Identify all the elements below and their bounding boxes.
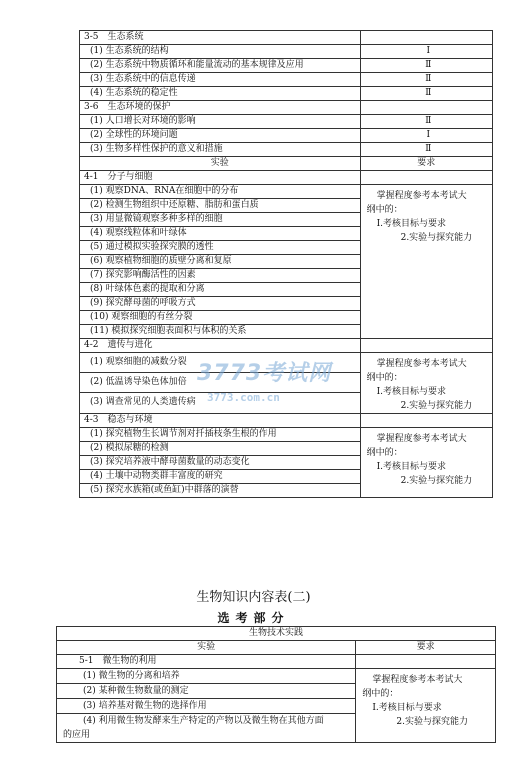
section-heading: 4-1 分子与细胞 bbox=[80, 171, 361, 185]
item-text: (2) 模拟尿糖的检测 bbox=[80, 442, 361, 456]
item-text: (9) 探究酵母菌的呼吸方式 bbox=[80, 297, 361, 311]
table-row bbox=[80, 45, 493, 59]
note-line: 掌握程度参考本考试大 bbox=[376, 191, 467, 201]
section-heading: 4-2 遗传与进化 bbox=[80, 339, 361, 353]
item-text: (1) 观察细胞的减数分裂 bbox=[80, 353, 361, 373]
content-table-1 bbox=[79, 30, 493, 498]
note-line: 掌握程度参考本考试大 bbox=[372, 675, 463, 685]
requirement-note bbox=[360, 185, 492, 339]
table-row bbox=[80, 59, 493, 73]
item-text: (4) 观察线粒体和叶绿体 bbox=[80, 227, 361, 241]
table-row bbox=[80, 428, 493, 442]
section-heading-row bbox=[57, 655, 496, 669]
note-line: 2.实验与探究能力 bbox=[400, 476, 473, 486]
requirement-note bbox=[356, 669, 496, 743]
watermark-logo: 3773考试网 bbox=[197, 361, 332, 386]
item-text: (6) 观察植物细胞的质壁分离和复原 bbox=[80, 255, 361, 269]
note-line: 纲中的： bbox=[366, 448, 403, 458]
table-row bbox=[80, 73, 493, 87]
requirement-note bbox=[360, 428, 492, 498]
item-text: (1) 生态系统的结构 bbox=[80, 45, 361, 59]
column-header-row bbox=[57, 641, 496, 655]
note-line: 掌握程度参考本考试大 bbox=[376, 434, 467, 444]
item-text: (2) 低温诱导染色体加倍 bbox=[80, 373, 361, 392]
item-text: (2) 检测生物组织中还原糖、脂肪和蛋白质 bbox=[80, 199, 361, 213]
note-line: 纲中的： bbox=[366, 373, 403, 383]
table-row bbox=[80, 353, 493, 373]
note-line: Ⅰ.考核目标与要求 bbox=[376, 387, 447, 397]
section-heading-row bbox=[80, 101, 493, 115]
note-line: Ⅰ.考核目标与要求 bbox=[376, 462, 447, 472]
section-heading-row bbox=[80, 414, 493, 428]
item-text-wrapped bbox=[57, 714, 356, 743]
note-line: Ⅰ.考核目标与要求 bbox=[372, 703, 442, 713]
section-heading-row bbox=[80, 171, 493, 185]
requirement-level: Ⅱ bbox=[360, 59, 492, 73]
item-text: (2) 生态系统中物质循环和能量流动的基本规律及应用 bbox=[80, 59, 361, 73]
item-text: (1) 观察DNA、RNA在细胞中的分布 bbox=[80, 185, 361, 199]
item-text: (4) 利用微生物发酵来生产特定的产物以及微生物在其他方面 bbox=[83, 716, 324, 726]
column-header-experiment: 实验 bbox=[57, 641, 356, 655]
table-row bbox=[80, 143, 493, 157]
requirement-level: Ⅱ bbox=[360, 87, 492, 101]
column-header-requirement: 要求 bbox=[360, 157, 492, 171]
item-text: (1) 微生物的分离和培养 bbox=[57, 669, 356, 684]
column-header-requirement: 要求 bbox=[356, 641, 496, 655]
table-row bbox=[57, 669, 496, 684]
item-text-continuation: 的应用 bbox=[63, 730, 91, 740]
item-text: (3) 探究培养液中酵母菌数量的动态变化 bbox=[80, 456, 361, 470]
table-header: 生物技术实践 bbox=[57, 627, 496, 641]
requirement-level: Ⅱ bbox=[360, 73, 492, 87]
item-text: (1) 人口增长对环境的影响 bbox=[80, 115, 361, 129]
item-text: (3) 用显微镜观察多种多样的细胞 bbox=[80, 213, 361, 227]
note-line: 纲中的： bbox=[362, 689, 399, 699]
item-text: (10) 观察细胞的有丝分裂 bbox=[80, 311, 361, 325]
item-text: (7) 探究影响酶活性的因素 bbox=[80, 269, 361, 283]
item-text: (3) 生物多样性保护的意义和措施 bbox=[80, 143, 361, 157]
section-heading: 3-6 生态环境的保护 bbox=[80, 101, 361, 115]
requirement-level: Ⅱ bbox=[360, 115, 492, 129]
item-text: (1) 探究植物生长调节剂对扦插枝条生根的作用 bbox=[80, 428, 361, 442]
content-table-2 bbox=[56, 626, 496, 743]
item-text: (2) 某种微生物数量的测定 bbox=[57, 684, 356, 699]
item-text: (3) 调查常见的人类遗传病 bbox=[80, 392, 361, 413]
note-line: 纲中的： bbox=[366, 205, 403, 215]
section-title: 生物知识内容表(二) bbox=[196, 590, 311, 605]
note-line: 掌握程度参考本考试大 bbox=[376, 359, 467, 369]
note-line: 2.实验与探究能力 bbox=[400, 233, 473, 243]
requirement-level: Ⅱ bbox=[360, 143, 492, 157]
column-header-experiment: 实验 bbox=[80, 157, 361, 171]
section-heading: 3-5 生态系统 bbox=[80, 31, 361, 45]
section-heading-row bbox=[80, 339, 493, 353]
item-text: (3) 培养基对微生物的选择作用 bbox=[57, 699, 356, 714]
note-line: 2.实验与探究能力 bbox=[400, 401, 473, 411]
item-text: (3) 生态系统中的信息传递 bbox=[80, 73, 361, 87]
item-text: (4) 土壤中动物类群丰富度的研究 bbox=[80, 470, 361, 484]
item-text: (8) 叶绿体色素的提取和分离 bbox=[80, 283, 361, 297]
table-row bbox=[80, 129, 493, 143]
section-heading: 4-3 稳态与环境 bbox=[80, 414, 361, 428]
table-header-row bbox=[57, 627, 496, 641]
requirement-level: Ⅰ bbox=[360, 45, 492, 59]
section-heading-row bbox=[80, 31, 493, 45]
item-text: (2) 全球性的环境问题 bbox=[80, 129, 361, 143]
item-text: (4) 生态系统的稳定性 bbox=[80, 87, 361, 101]
table-row bbox=[80, 185, 493, 199]
requirement-level: Ⅰ bbox=[360, 129, 492, 143]
item-text: (5) 通过模拟实验探究膜的透性 bbox=[80, 241, 361, 255]
column-header-row bbox=[80, 157, 493, 171]
note-line: Ⅰ.考核目标与要求 bbox=[376, 219, 447, 229]
section-heading: 5-1 微生物的利用 bbox=[57, 655, 356, 669]
requirement-note bbox=[360, 353, 492, 414]
item-text: (11) 模拟探究细胞表面积与体积的关系 bbox=[80, 325, 361, 339]
watermark-url: 3773.com.cn bbox=[207, 391, 280, 404]
section-subtitle: 选考部分 bbox=[217, 611, 290, 625]
table-row bbox=[80, 87, 493, 101]
item-text: (5) 探究水族箱(或鱼缸)中群落的演替 bbox=[80, 484, 361, 498]
note-line: 2.实验与探究能力 bbox=[396, 717, 468, 727]
table-row bbox=[80, 115, 493, 129]
